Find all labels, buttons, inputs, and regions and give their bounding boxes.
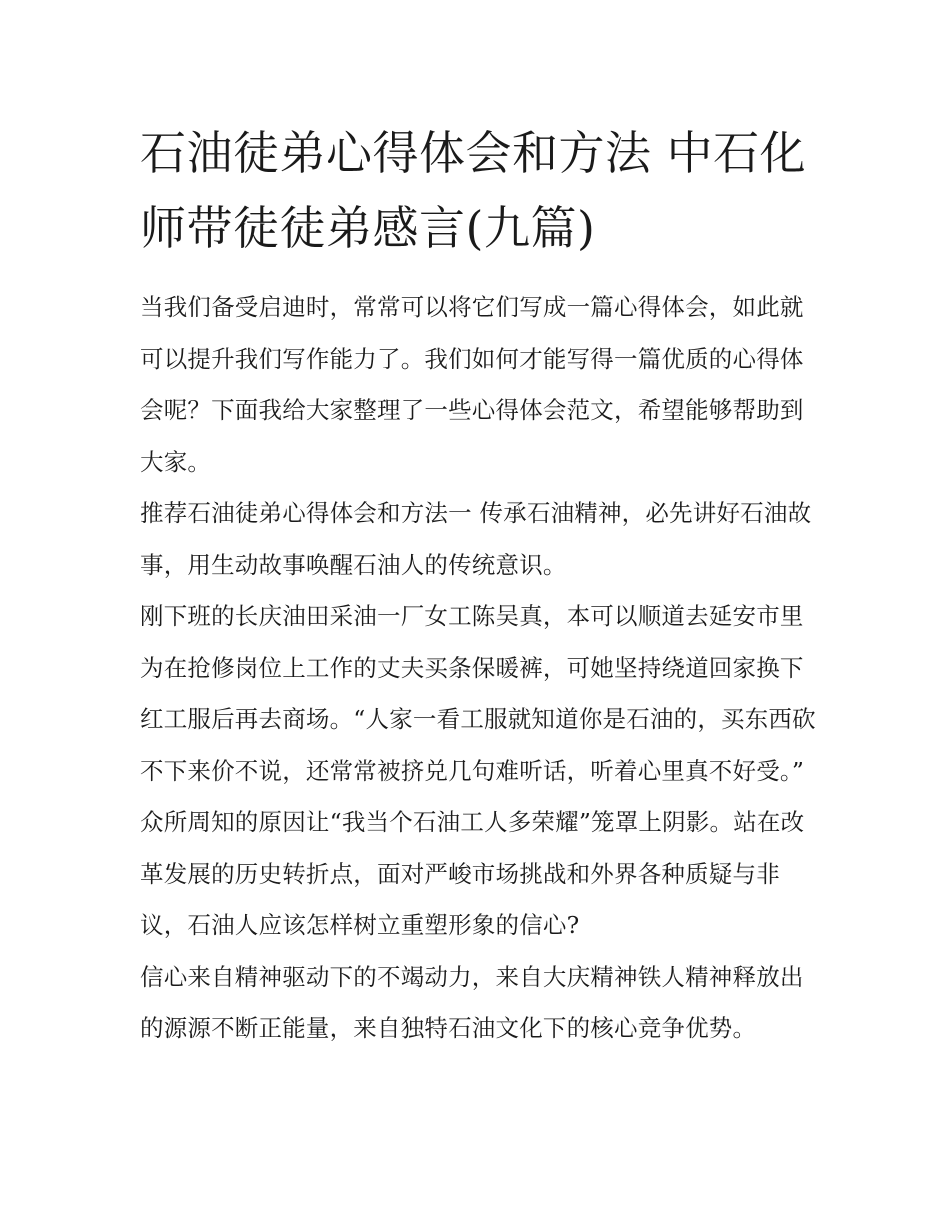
paragraph-confidence: 信心来自精神驱动下的不竭动力，来自大庆精神铁人精神释放出的源源不断正能量，来自独特石油文化下的核心竞争优势。 [140,962,804,1042]
paragraph-recommend: 推荐石油徒弟心得体会和方法一 传承石油精神，必先讲好石油故事，用生动故事唤醒石油人的传统意识。 [140,499,812,579]
document-title: 石油徒弟心得体会和方法 中石化师带徒徒弟感言(九篇) [140,126,807,255]
paragraph-question: 众所周知的原因让“我当个石油工人多荣耀”笼罩上阴影。站在改革发展的历史转折点，面对严峻市场挑战和外界各种质疑与非议，石油人应该怎样树立重塑形象的信心? [140,808,805,939]
paragraph-intro: 当我们备受启迪时，常常可以将它们写成一篇心得体会，如此就可以提升我们写作能力了。我们如何才能写得一篇优质的心得体会呢？下面我给大家整理了一些心得体会范文，希望能够帮助到大家。 [140,293,804,476]
paragraph-story: 刚下班的长庆油田采油一厂女工陈吴真，本可以顺道去延安市里为在抢修岗位上工作的丈夫买条保暖裤，可她坚持绕道回家换下红工服后再去商场。“人家一看工服就知道你是石油的，买东西砍不下来价不说，还常常被挤兑几句难听话，听着心里真不好受。” [140,602,816,785]
document-body [140,282,820,1055]
